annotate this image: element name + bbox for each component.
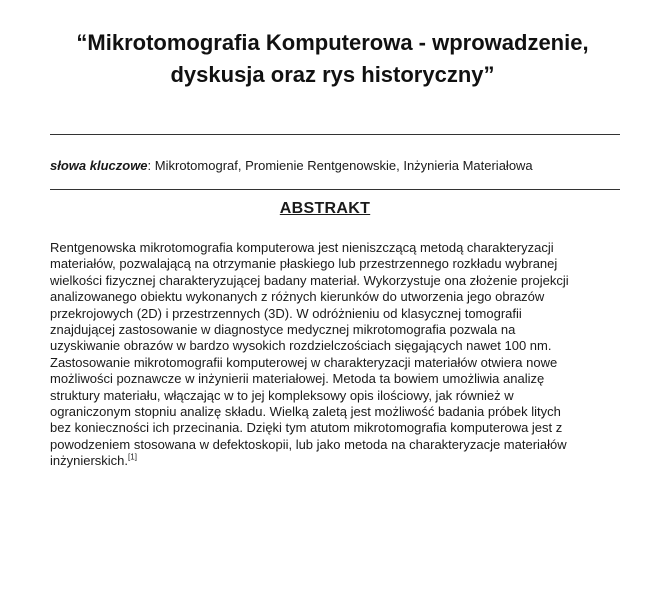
title-line-1: “Mikrotomografia Komputerowa - wprowadzenie, bbox=[76, 30, 589, 55]
abstract-line: uzyskiwanie obrazów w bardzo wysokich rozdzielczościach sięgających nawet 100 nm. bbox=[50, 338, 552, 354]
abstract-line: powodzeniem stosowana w defektoskopii, lub jako metoda na charakteryzacje materiałów bbox=[50, 436, 567, 452]
abstract-line: Rentgenowska mikrotomografia komputerowa jest nieniszczącą metodą charakteryzacji bbox=[50, 240, 554, 255]
abstract-line: wielkości fizycznej charakteryzującej badany materiał. Wykorzystuje ona złożenie projekcji bbox=[50, 272, 569, 288]
keywords-line bbox=[50, 158, 533, 174]
keywords-separator: : bbox=[147, 158, 155, 173]
abstract-line: bez konieczności ich przecinania. Dzięki tym atutom mikrotomografia komputerowa jest z bbox=[50, 420, 563, 436]
abstract-line-text: inżynierskich. bbox=[50, 453, 129, 469]
abstract-body bbox=[50, 240, 620, 470]
abstract-heading: ABSTRAKT bbox=[279, 200, 371, 217]
top-divider bbox=[50, 134, 620, 135]
abstract-line: Zastosowanie mikrotomografii komputerowej w charakteryzacji materiałów otwiera nowe bbox=[50, 354, 558, 370]
keywords-label: słowa kluczowe bbox=[50, 158, 148, 173]
abstract-line: przekrojowych (2D) i przestrzennych (3D). W odróżnieniu od klasycznej tomografii bbox=[50, 305, 522, 321]
bottom-divider bbox=[50, 189, 620, 190]
reference-marker[interactable]: [1] bbox=[128, 452, 137, 462]
title-line-2: dyskusja oraz rys historyczny” bbox=[170, 62, 495, 87]
keywords-text: Mikrotomograf, Promienie Rentgenowskie, Inżynieria Materiałowa bbox=[154, 158, 533, 173]
abstract-line: analizowanego obiektu wykonanych z różnych kierunków do utworzenia jego obrazów bbox=[50, 289, 545, 305]
abstract-line: ograniczonym stopniu analizę składu. Wielką zaletą jest możliwość badania próbek litych bbox=[50, 404, 561, 420]
abstract-line: możliwości poznawcze w inżynierii materiałowej. Metoda ta bowiem umożliwia analizę bbox=[50, 371, 545, 387]
abstract-line: struktury materiału, włączając w to jej kompleksowy opis ilościowy, jak również w bbox=[50, 387, 514, 403]
paper-title bbox=[40, 27, 625, 91]
abstract-line: materiałów, pozwalającą na otrzymanie płaskiego lub przestrzennego rozkładu wybranej bbox=[50, 256, 558, 272]
abstract-last-line bbox=[50, 453, 620, 469]
abstract-line: znajdującej zastosowanie w diagnostyce medycznej mikrotomografia pozwala na bbox=[50, 322, 516, 338]
